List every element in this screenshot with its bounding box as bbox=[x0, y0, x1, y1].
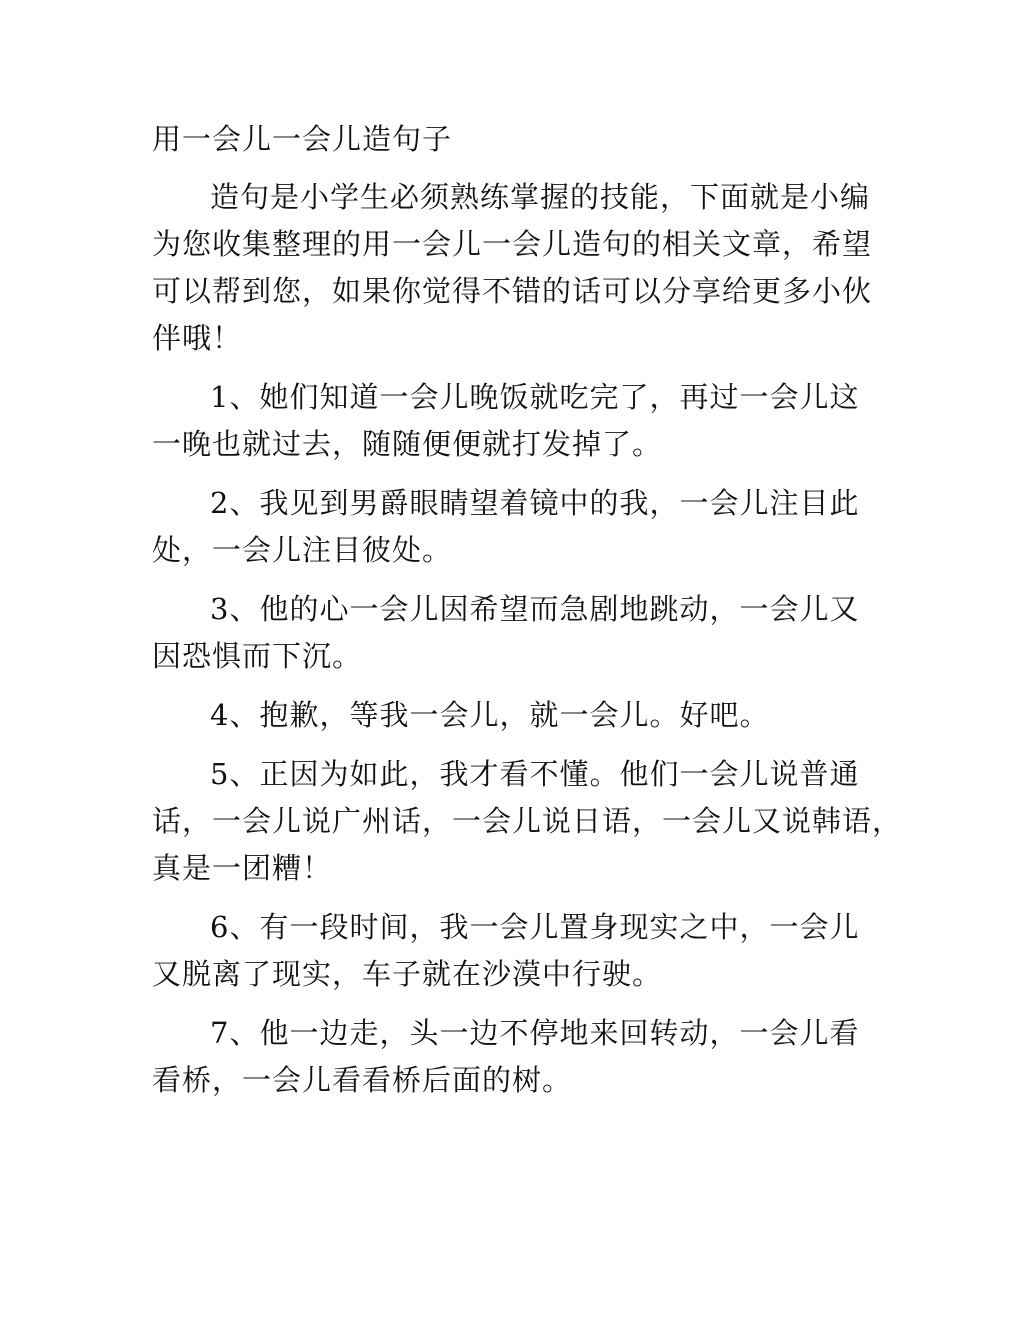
document-title: 用一会儿一会儿造句子 bbox=[152, 122, 453, 156]
text-line: 1、她们知道一会儿晚饭就吃完了，再过一会儿这 bbox=[210, 380, 860, 414]
text-line: 因恐惧而下沉。 bbox=[152, 639, 363, 673]
text-line: 6、有一段时间，我一会儿置身现实之中，一会儿 bbox=[210, 910, 860, 944]
example-sentence-paragraph bbox=[152, 374, 892, 468]
example-sentence-paragraph bbox=[152, 586, 892, 680]
intro-paragraph bbox=[152, 174, 892, 362]
text-line: 造句是小学生必须熟练掌握的技能，下面就是小编 bbox=[210, 180, 871, 214]
text-line: 4、抱歉，等我一会儿，就一会儿。好吧。 bbox=[210, 698, 770, 732]
text-line: 看桥，一会儿看看桥后面的树。 bbox=[152, 1063, 573, 1097]
example-sentence-paragraph bbox=[152, 751, 903, 892]
text-line: 伴哦！ bbox=[152, 321, 243, 355]
document-body bbox=[152, 174, 903, 1104]
text-line: 可以帮到您，如果你觉得不错的话可以分享给更多小伙 bbox=[152, 274, 873, 308]
example-sentence-paragraph bbox=[152, 1010, 892, 1104]
text-line: 为您收集整理的用一会儿一会儿造句的相关文章，希望 bbox=[152, 227, 873, 261]
text-line: 又脱离了现实，车子就在沙漠中行驶。 bbox=[152, 957, 663, 991]
text-line: 真是一团糟！ bbox=[152, 851, 333, 885]
text-line: 2、我见到男爵眼睛望着镜中的我，一会儿注目此 bbox=[210, 486, 860, 520]
text-line: 处，一会儿注目彼处。 bbox=[152, 533, 453, 567]
text-line: 7、他一边走，头一边不停地来回转动，一会儿看 bbox=[210, 1016, 860, 1050]
example-sentence-paragraph bbox=[152, 904, 892, 998]
example-sentence-paragraph bbox=[152, 480, 892, 574]
document-page bbox=[152, 116, 903, 1116]
text-line: 一晚也就过去，随随便便就打发掉了。 bbox=[152, 427, 663, 461]
text-line: 5、正因为如此，我才看不懂。他们一会儿说普通 bbox=[210, 757, 860, 791]
example-sentence-paragraph bbox=[152, 692, 892, 739]
text-line: 3、他的心一会儿因希望而急剧地跳动，一会儿又 bbox=[210, 592, 860, 626]
text-line: 话，一会儿说广州话，一会儿说日语，一会儿又说韩语， bbox=[152, 804, 903, 838]
